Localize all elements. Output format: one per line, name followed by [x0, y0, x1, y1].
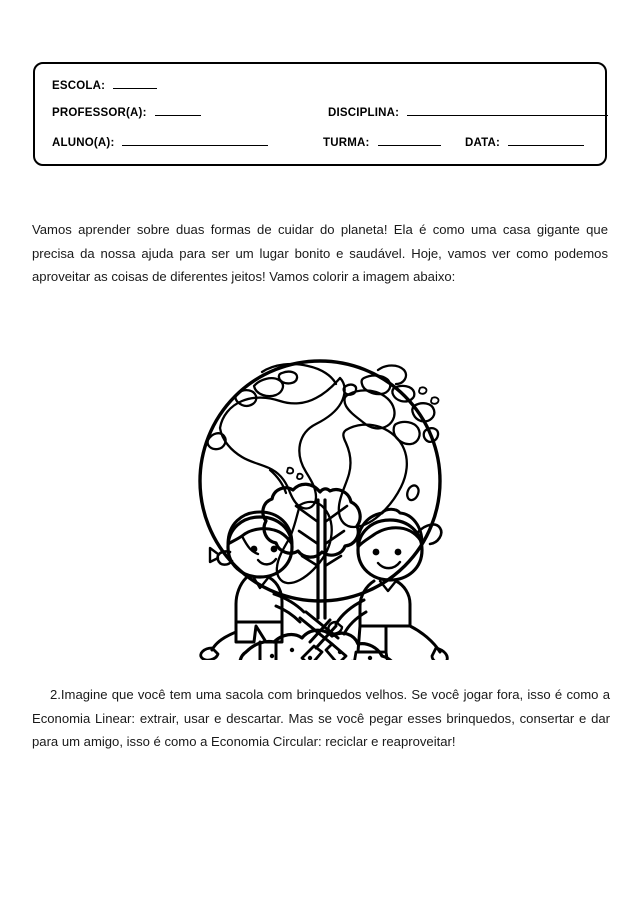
coloring-illustration	[150, 300, 490, 660]
intro-paragraph: Vamos aprender sobre duas formas de cuidar do planeta! Ela é como uma casa gigante que precisa da nossa ajuda para ser um lugar bonito e saudável. Hoje, vamos ver como podemos aproveitar as coisas de diferentes jeitos! Vamos colorir a imagem abaixo:	[32, 222, 608, 285]
field-input-escola[interactable]	[113, 77, 157, 89]
field-professor	[52, 104, 201, 119]
field-input-aluno[interactable]	[122, 134, 268, 146]
field-aluno	[52, 134, 268, 149]
field-input-turma[interactable]	[378, 134, 441, 146]
field-label-data: DATA:	[465, 137, 501, 149]
question-2-paragraph: 2.Imagine que você tem uma sacola com brinquedos velhos. Se você jogar fora, isso é como a Economia Linear: extrair, usar e descartar. Mas se você pegar esses brinquedos, consertar e dar para um amigo, isso é como a Economia Circular: reciclar e reaproveitar!	[32, 687, 610, 750]
field-label-turma: TURMA:	[323, 137, 370, 149]
field-label-disciplina: DISCIPLINA:	[328, 107, 400, 119]
field-label-aluno: ALUNO(A):	[52, 137, 115, 149]
field-input-data[interactable]	[508, 134, 584, 146]
student-identification-box	[33, 62, 607, 166]
field-data	[465, 134, 584, 149]
field-turma	[323, 134, 441, 149]
field-input-professor[interactable]	[155, 104, 201, 116]
field-label-escola: ESCOLA:	[52, 80, 106, 92]
field-escola	[52, 77, 157, 92]
field-disciplina	[328, 104, 608, 119]
field-label-professor: PROFESSOR(A):	[52, 107, 147, 119]
field-input-disciplina[interactable]	[407, 104, 608, 116]
